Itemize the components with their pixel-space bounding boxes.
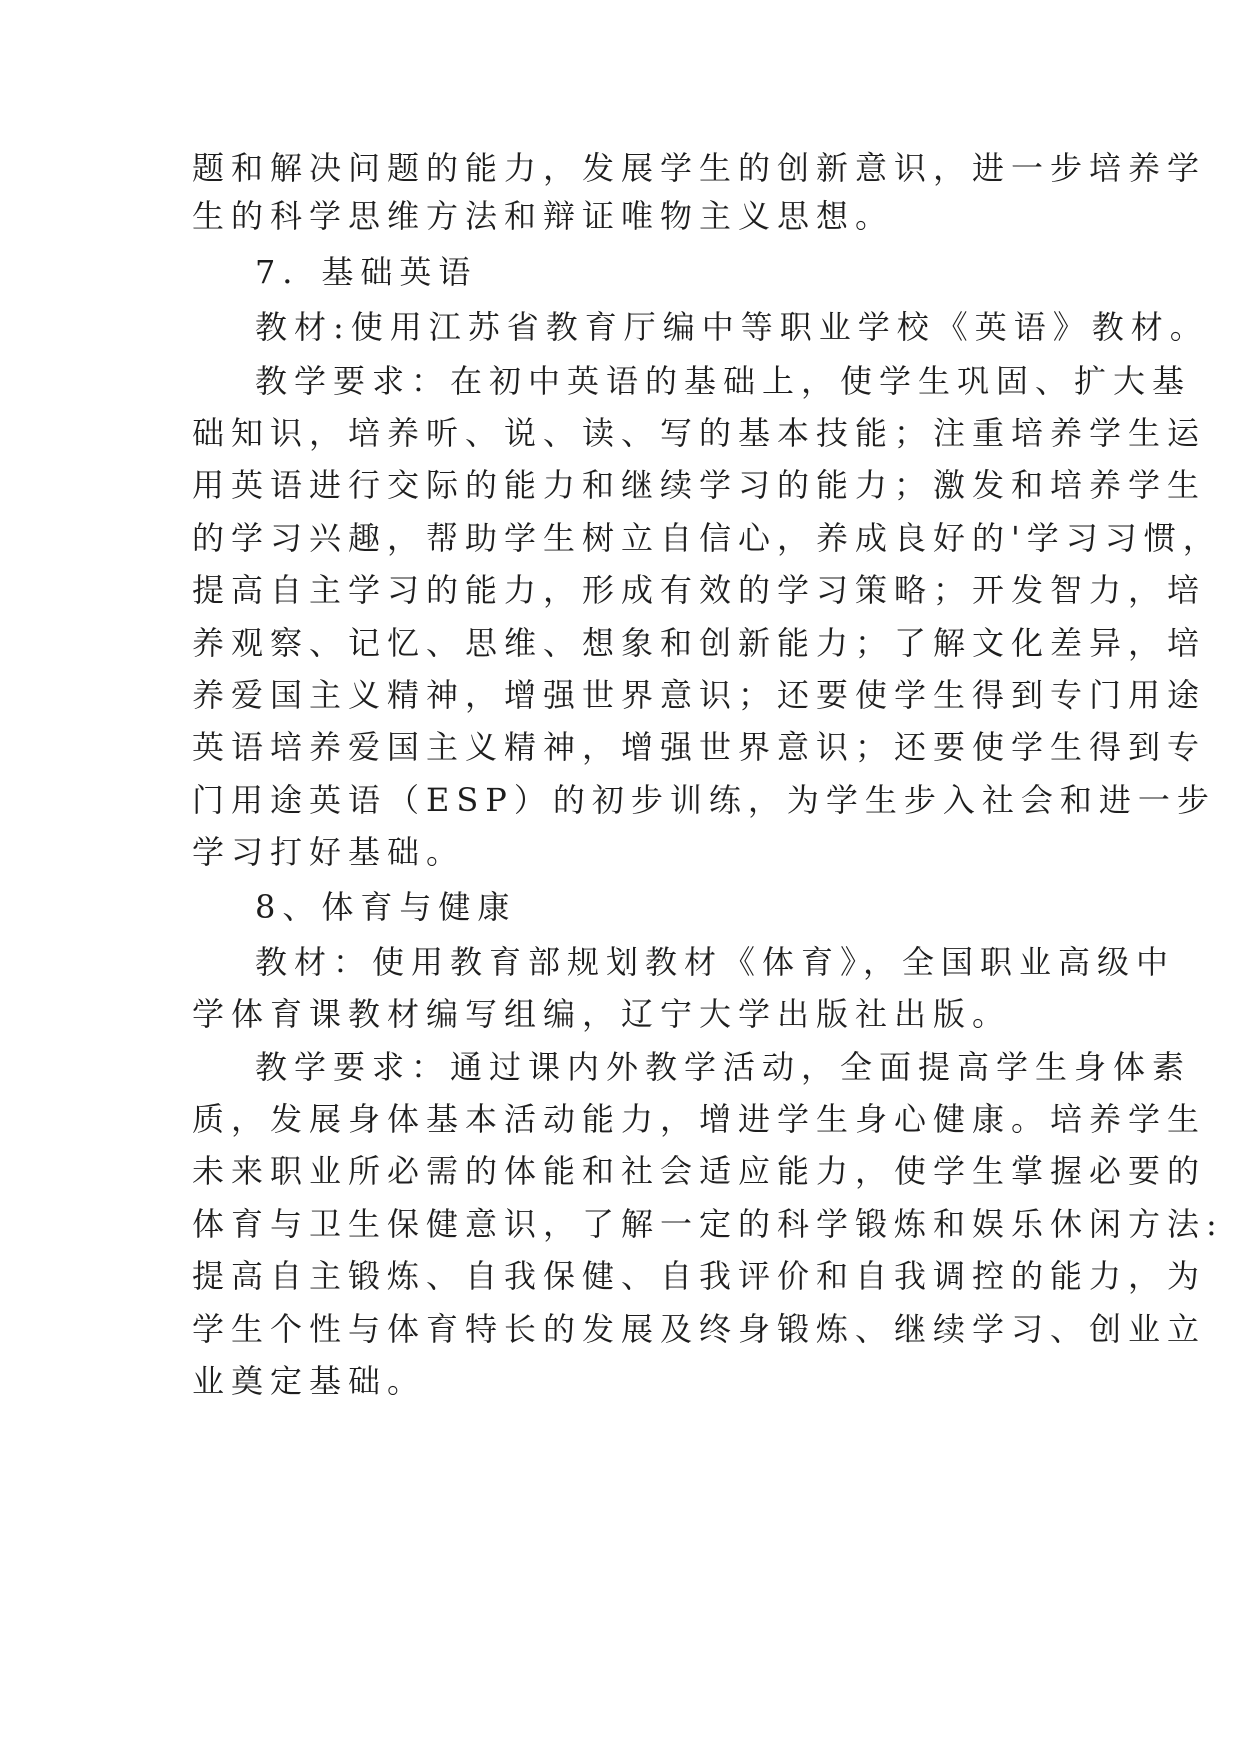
paragraph-line: 业奠定基础。 [192,1362,427,1400]
paragraph-line: 学生个性与体育特长的发展及终身锻炼、继续学习、创业立 [192,1310,1207,1348]
paragraph-line: 门用途英语（ESP）的初步训练，为学生步入社会和进一步 [192,781,1216,819]
paragraph-line: 教材:使用江苏省教育厅编中等职业学校《英语》教材。 [255,308,1209,346]
paragraph-line: 用英语进行交际的能力和继续学习的能力；激发和培养学生 [192,466,1207,504]
paragraph-line: 质，发展身体基本活动能力，增进学生身心健康。培养学生 [192,1100,1207,1138]
paragraph-line: 体育与卫生保健意识，了解一定的科学锻炼和娱乐休闲方法: [192,1205,1224,1243]
section-heading: 8、体育与健康 [255,888,517,926]
paragraph-line: 提高自主锻炼、自我保健、自我评价和自我调控的能力，为 [192,1257,1207,1295]
paragraph-line: 题和解决问题的能力，发展学生的创新意识，进一步培养学 [192,149,1207,187]
paragraph-line: 教学要求：在初中英语的基础上，使学生巩固、扩大基 [255,362,1192,400]
paragraph-line: 教材：使用教育部规划教材《体育》，全国职业高级中 [255,943,1176,981]
paragraph-line: 养爱国主义精神，增强世界意识；还要使学生得到专门用途 [192,676,1207,714]
paragraph-line: 学习打好基础。 [192,833,466,871]
paragraph-line: 英语培养爱国主义精神，增强世界意识；还要使学生得到专 [192,728,1207,766]
paragraph-line: 础知识，培养听、说、读、写的基本技能；注重培养学生运 [192,414,1207,452]
paragraph-line: 教学要求：通过课内外教学活动，全面提高学生身体素 [255,1048,1192,1086]
section-heading: 7．基础英语 [255,253,478,291]
paragraph-line: 养观察、记忆、思维、想象和创新能力；了解文化差异，培 [192,624,1207,662]
paragraph-line: 生的科学思维方法和辩证唯物主义思想。 [192,197,895,235]
paragraph-line: 学体育课教材编写组编，辽宁大学出版社出版。 [192,995,1012,1033]
paragraph-line: 的学习兴趣，帮助学生树立自信心，养成良好的'学习习惯， [192,519,1222,557]
paragraph-line: 提高自主学习的能力，形成有效的学习策略；开发智力，培 [192,571,1207,609]
paragraph-line: 未来职业所必需的体能和社会适应能力，使学生掌握必要的 [192,1152,1207,1190]
